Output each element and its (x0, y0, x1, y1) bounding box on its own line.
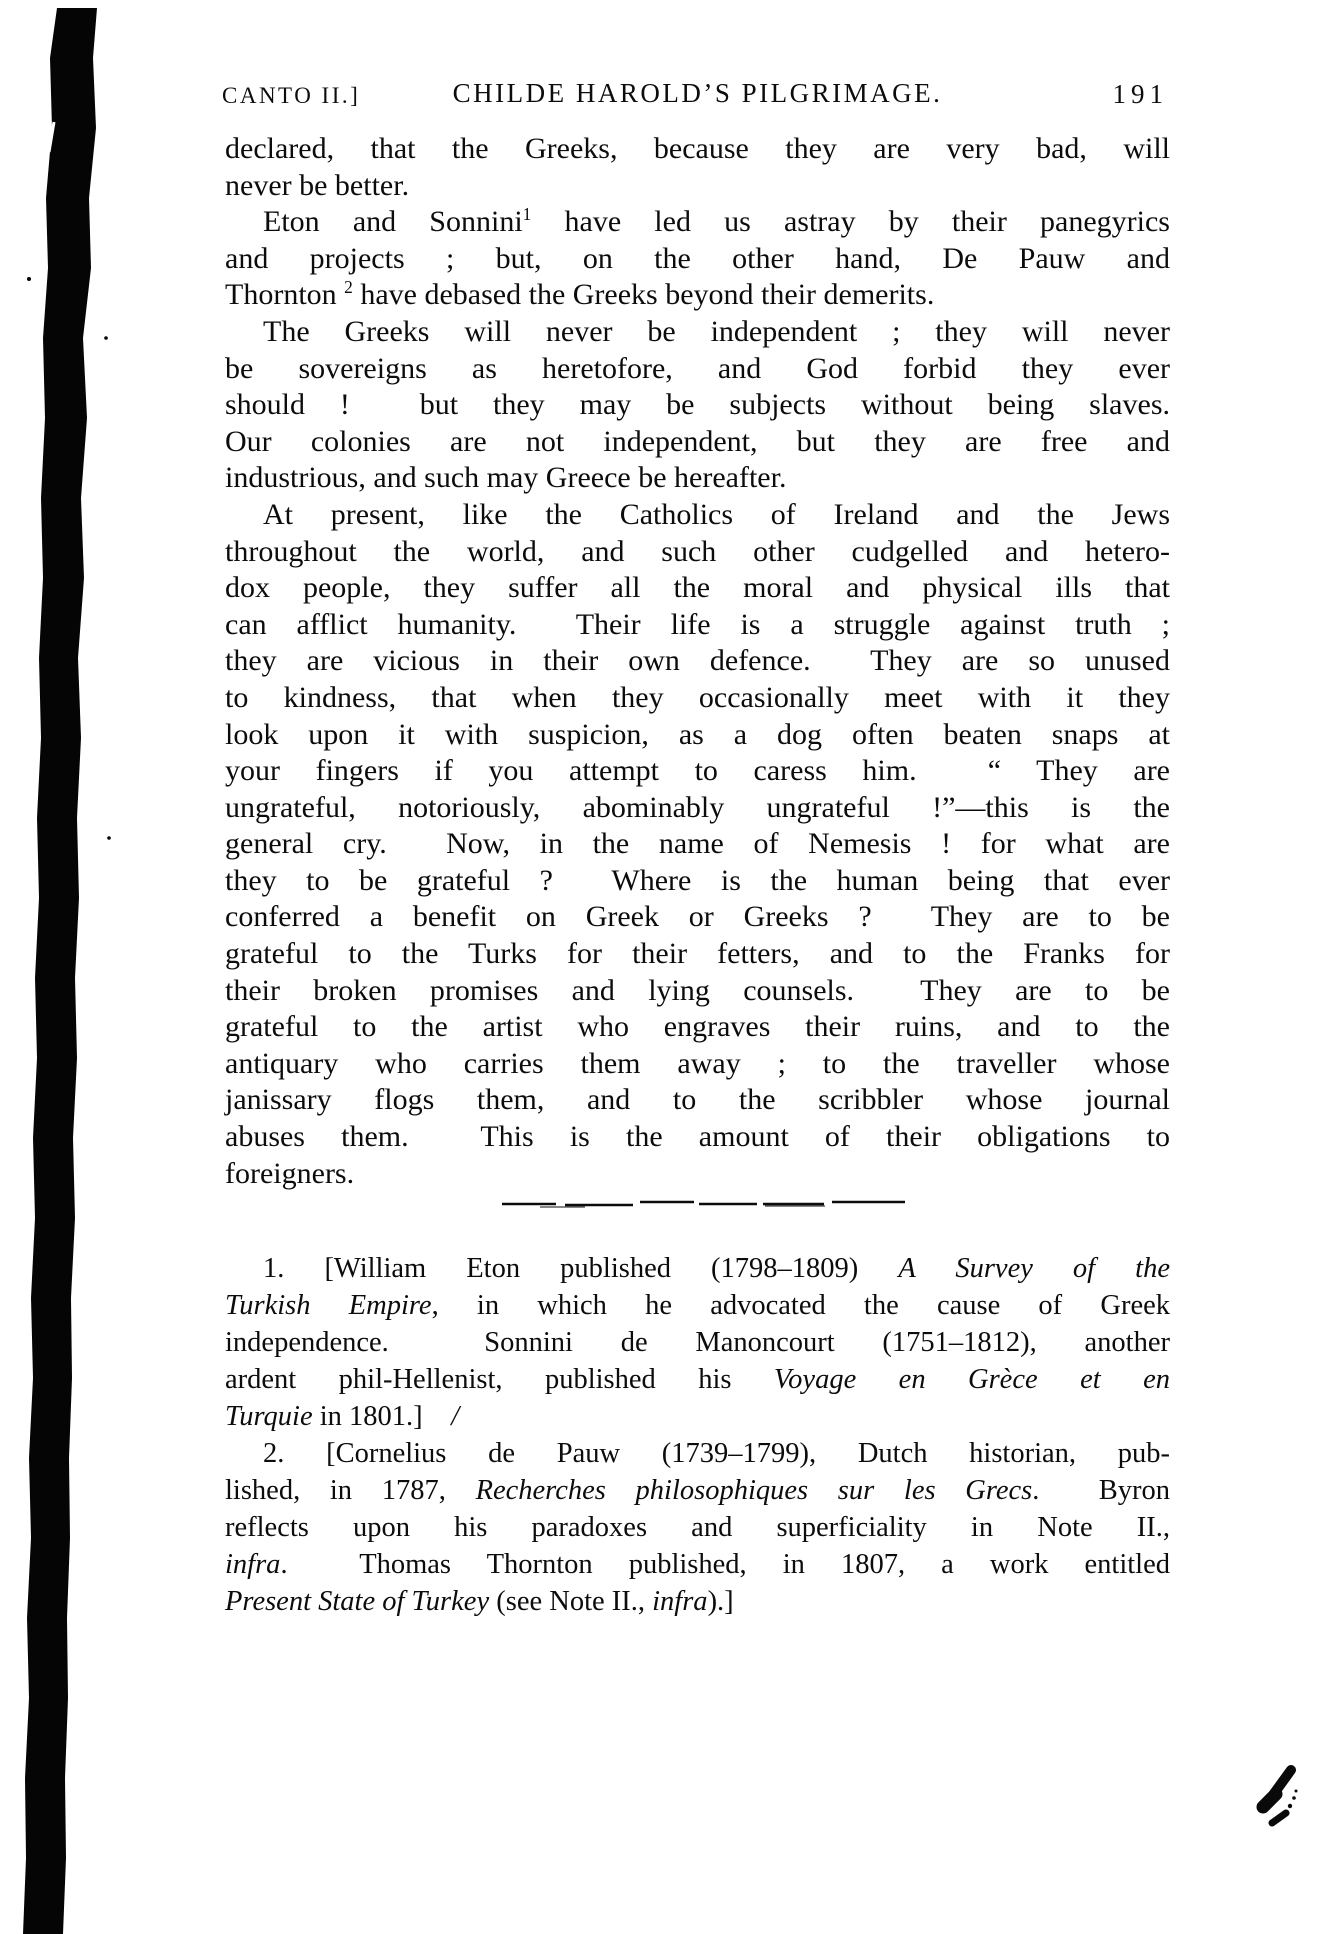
text-line (225, 1009, 1170, 1046)
gutter-shadow-band (23, 8, 97, 1934)
text-segment: look upon it with suspicion, as a dog often beaten snaps at (225, 717, 1170, 751)
paper-speck (80, 208, 85, 213)
paper-speck (27, 277, 31, 281)
text-segment: , in which he advocated the cause of Greek (431, 1290, 1170, 1321)
text-line (225, 1509, 1170, 1546)
text-line (225, 863, 1170, 900)
text-line (225, 1250, 1170, 1287)
text-segment: and projects ; but, on the other hand, De Pauw and (225, 241, 1170, 275)
text-line (225, 351, 1170, 388)
text-segment: ardent phil-Hellenist, published his (225, 1364, 774, 1395)
text-segment: . Byron (1032, 1475, 1171, 1506)
text-segment: industrious, and such may Greece be hereafter. (225, 461, 787, 495)
text-segment: grateful to the artist who engraves their ruins, and to the (225, 1010, 1170, 1044)
footnote-divider-rule-echo (540, 1206, 825, 1207)
text-line (225, 1082, 1170, 1119)
text-line (225, 570, 1170, 607)
gutter-crack (49, 122, 54, 152)
text-line (225, 1287, 1170, 1324)
text-segment: 2. [Cornelius de Pauw (1739–1799), Dutch historian, pub- (263, 1438, 1170, 1469)
text-line (225, 717, 1170, 754)
text-segment: At present, like the Catholics of Ireland and the Jews (263, 497, 1170, 531)
text-line (225, 790, 1170, 827)
text-line (225, 204, 1170, 241)
text-line (225, 973, 1170, 1010)
text-segment: ungrateful, notoriously, abominably ungrateful !”—this is the (225, 790, 1170, 824)
text-line (225, 1398, 1170, 1435)
text-line (225, 387, 1170, 424)
text-line (225, 1324, 1170, 1361)
text-line (225, 241, 1170, 278)
text-segment: throughout the world, and such other cudgelled and hetero- (225, 534, 1170, 568)
text-segment: conferred a benefit on Greek or Greeks ? They are to be (225, 900, 1170, 934)
text-segment: they to be grateful ? Where is the human being that ever (225, 863, 1170, 897)
text-segment: have led us astray by their panegyrics (531, 205, 1170, 239)
text-segment: / (422, 1401, 460, 1432)
text-line (225, 497, 1170, 534)
text-segment: (see Note II., (489, 1586, 653, 1617)
footnote (225, 1435, 1170, 1620)
body-text (225, 131, 1170, 1192)
text-line (225, 1472, 1170, 1509)
text-line (225, 460, 1170, 497)
text-line (225, 277, 1170, 314)
text-segment: 1. [William Eton published (1798–1809) (263, 1253, 899, 1284)
text-segment: be sovereigns as heretofore, and God forbid they ever (225, 351, 1170, 385)
text-segment: . Thomas Thornton published, in 1807, a work entitled (280, 1549, 1170, 1580)
text-line (225, 424, 1170, 461)
text-segment: A Survey of the (898, 1253, 1170, 1284)
text-line (225, 168, 1170, 205)
running-header (222, 78, 1170, 112)
footnote (225, 1250, 1170, 1435)
text-segment: to kindness, that when they occasionally meet with it they (225, 680, 1170, 714)
text-segment: never be better. (225, 168, 410, 202)
text-segment: The Greeks will never be independent ; they will never (263, 314, 1170, 348)
text-line (225, 314, 1170, 351)
text-line (225, 899, 1170, 936)
text-line (225, 1546, 1170, 1583)
text-segment: grateful to the Turks for their fetters, and to the Franks for (225, 937, 1170, 971)
text-segment: Recherches philosophiques sur les Grecs (475, 1475, 1033, 1506)
text-segment: foreigners. (225, 1156, 355, 1190)
text-segment: Thornton (225, 278, 345, 312)
page-number: 191 (1112, 79, 1168, 109)
text-segment: Turquie (225, 1401, 313, 1432)
text-segment: they are vicious in their own defence. They are so unused (225, 644, 1170, 678)
paper-speck (82, 24, 86, 28)
text-segment: infra (652, 1586, 708, 1617)
text-line (225, 131, 1170, 168)
text-segment: have debased the Greeks beyond their demerits. (352, 278, 935, 312)
text-line (225, 1361, 1170, 1398)
paper-speck (107, 836, 111, 840)
text-segment: general cry. Now, in the name of Nemesis ! for what are (225, 827, 1170, 861)
text-segment: Eton and Sonnini (263, 205, 523, 239)
text-line (225, 607, 1170, 644)
text-segment: declared, that the Greeks, because they are very bad, will (225, 132, 1170, 165)
text-line (225, 1119, 1170, 1156)
text-line (225, 1435, 1170, 1472)
text-segment: dox people, they suffer all the moral and physical ills that (225, 571, 1170, 605)
text-segment: Present State of Turkey (225, 1586, 490, 1617)
text-line (225, 680, 1170, 717)
text-segment: antiquary who carries them away ; to the traveller whose (225, 1046, 1170, 1080)
text-segment: your fingers if you attempt to caress him. “ They are (225, 754, 1170, 788)
text-segment: Voyage en Grèce et en (773, 1364, 1170, 1395)
canto-label: CANTO II.] (222, 83, 361, 108)
text-line (225, 534, 1170, 571)
text-segment: in 1801.] (312, 1401, 423, 1432)
footnote-marker: 2 (344, 277, 353, 298)
text-line (225, 643, 1170, 680)
text-segment: their broken promises and lying counsels. They are to be (225, 973, 1170, 1007)
text-segment: reflects upon his paradoxes and superficiality in Note II., (225, 1512, 1170, 1543)
text-line (225, 936, 1170, 973)
ink-smudge-mark (1263, 1770, 1298, 1823)
text-line (225, 826, 1170, 863)
text-segment: should ! but they may be subjects without being slaves. (225, 388, 1170, 422)
footnotes (225, 1250, 1170, 1620)
text-segment: infra (225, 1549, 281, 1580)
text-segment: Our colonies are not independent, but they are free and (225, 424, 1170, 458)
text-segment: ).] (707, 1586, 734, 1617)
paper-speck (104, 336, 108, 340)
footnote-divider-rule (502, 1202, 905, 1205)
text-line (225, 1583, 1170, 1620)
text-segment: abuses them. This is the amount of their obligations to (225, 1120, 1170, 1154)
text-segment: janissary flogs them, and to the scribbler whose journal (225, 1083, 1170, 1117)
text-segment: Turkish Empire (225, 1290, 432, 1321)
text-line (225, 753, 1170, 790)
text-line (225, 1156, 1170, 1193)
text-segment: lished, in 1787, (225, 1475, 476, 1506)
text-line (225, 1046, 1170, 1083)
text-segment: independence. Sonnini de Manoncourt (1751–1812), another (225, 1327, 1170, 1358)
footnote-marker: 1 (522, 204, 532, 225)
text-segment: can afflict humanity. Their life is a struggle against truth ; (225, 607, 1170, 641)
page-title: CHILDE HAROLD’S PILGRIMAGE. (452, 78, 943, 108)
